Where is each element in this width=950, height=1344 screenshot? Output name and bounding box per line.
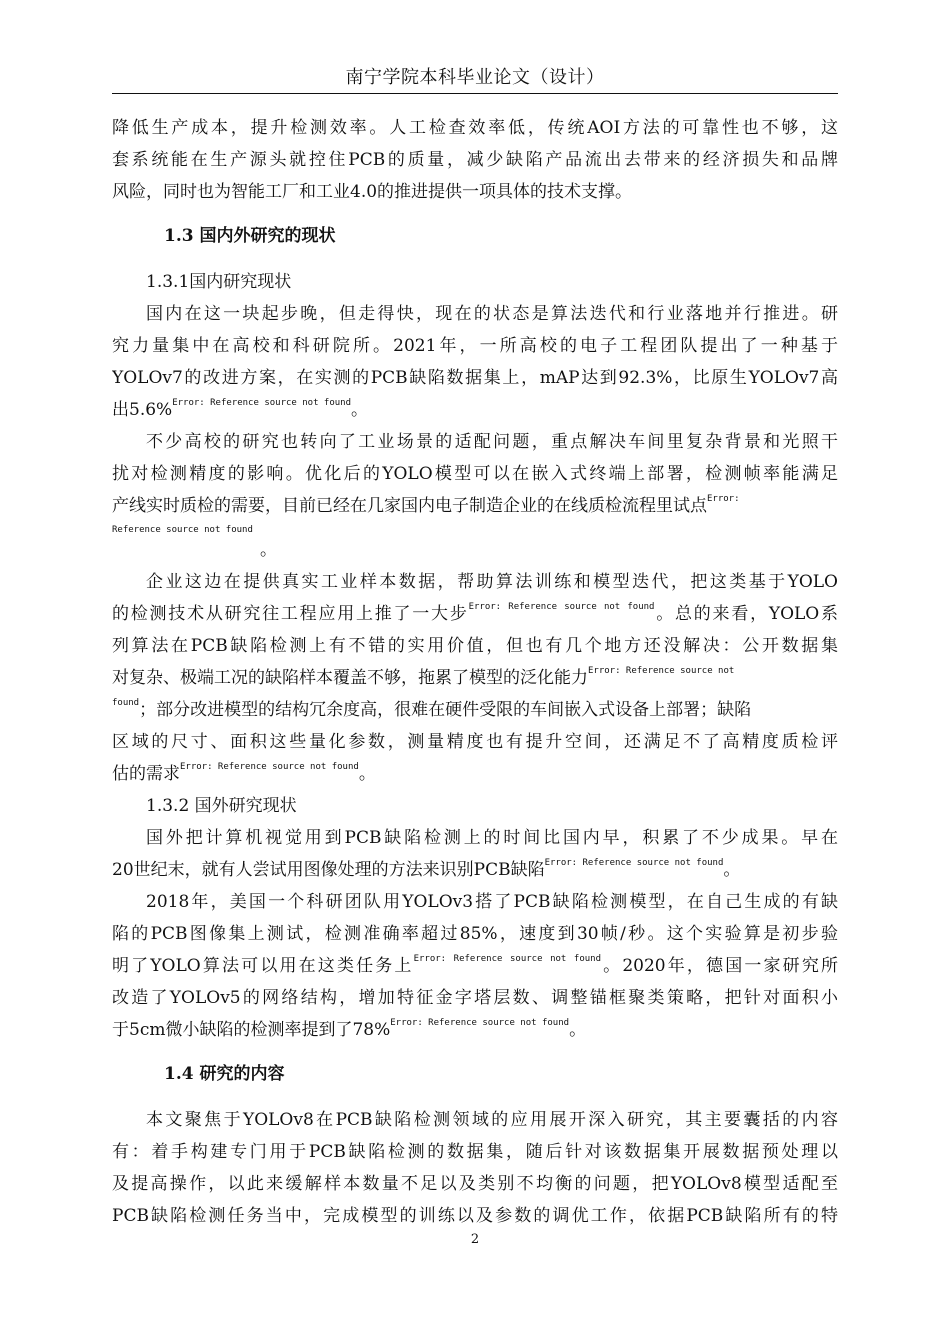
reference-error: Error: Reference source not found [468,602,655,612]
paragraph-line: 明了YOLO算法可以用在这类任务上$^{Error: Reference source not found}$。2020年，德国一家研究所 [112,954,838,976]
reference-error: Error: Reference source not found [172,398,352,408]
reference-error: Error: Reference source not found [413,954,602,964]
reference-error: Error: Reference source not found [180,762,359,772]
paragraph-line: 风险，同时也为智能工厂和工业4.0的推进提供一项具体的技术支撑。 [112,182,633,202]
paragraph-line: 国外把计算机视觉用到PCB缺陷检测上的时间比国内早，积累了不少成果。早在 [146,828,838,848]
section-heading-1-4: 1.4 研究的内容 [164,1064,285,1084]
page-body [112,112,838,1232]
paragraph-line: 及提高操作，以此来缓解样本数量不足以及类别不均衡的问题，把YOLOv8模型适配至 [112,1174,838,1194]
paragraph-line: 套系统能在生产源头就控住PCB的质量，减少缺陷产品流出去带来的经济损失和品牌 [112,150,838,170]
paragraph-line: 对复杂、极端工况的缺陷样本覆盖不够，拖累了模型的泛化能力$^{Error: Reference source not}$ [112,666,735,688]
paragraph-line: 20世纪末，就有人尝试用图像处理的方法来识别PCB缺陷$^{Error: Reference source not found}$。 [112,858,741,880]
paragraph-line: 区域的尺寸、面积这些量化参数，测量精度也有提升空间，还满足不了高精度质检评 [112,732,838,752]
paragraph-line: 。 [260,546,277,560]
paragraph-line: PCB缺陷检测任务当中，完成模型的训练以及参数的调优工作，依据PCB缺陷所有的特 [112,1206,838,1226]
page-header-title: 南宁学院本科毕业论文（设计） [345,67,605,88]
paragraph-line: 国内在这一块起步晚，但走得快，现在的状态是算法迭代和行业落地并行推进。研 [146,304,838,324]
paragraph-line: YOLOv7的改进方案，在实测的PCB缺陷数据集上，mAP达到92.3%，比原生YOLOv7高 [112,368,838,388]
subsection-heading-1-3-2: 1.3.2 国外研究现状 [146,796,297,816]
subsection-heading-1-3-1: 1.3.1国内研究现状 [146,272,292,292]
paragraph-line: 本文聚焦于YOLOv8在PCB缺陷检测领域的应用展开深入研究，其主要囊括的内容 [146,1110,838,1130]
paragraph-line: 扰对检测精度的影响。优化后的YOLO模型可以在嵌入式终端上部署，检测帧率能满足 [112,464,838,484]
paragraph-line: 出5.6%$^{Error: Reference source not found}$。 [112,398,369,420]
paragraph-line: 2018年，美国一个科研团队用YOLOv3搭了PCB缺陷检测模型，在自己生成的有缺 [146,892,838,912]
page-number: 2 [470,1232,480,1247]
reference-error: Error: Reference source not found [544,858,724,868]
paragraph-line: 有：着手构建专门用于PCB缺陷检测的数据集，随后针对该数据集开展数据预处理以 [112,1142,838,1162]
paragraph-line: 的检测技术从研究往工程应用上推了一大步$^{Error: Reference source not found}$。总的来看，YOLO系 [112,602,838,624]
reference-error: Error: Reference source not found [390,1018,570,1028]
reference-error-wrap: Reference source not found [112,525,253,535]
section-heading-1-3: 1.3 国内外研究的现状 [164,226,336,246]
reference-error-wrap: found [112,698,140,708]
reference-error: Error: Reference source not [588,666,735,676]
paragraph-line: 列算法在PCB缺陷检测上有不错的实用价值，但也有几个地方还没解决：公开数据集 [112,636,838,656]
paragraph-line: 究力量集中在高校和科研院所。2021年，一所高校的电子工程团队提出了一种基于 [112,336,838,356]
paragraph-line: 不少高校的研究也转向了工业场景的适配问题，重点解决车间里复杂背景和光照干 [146,432,838,452]
paragraph-line: 降低生产成本，提升检测效率。人工检查效率低，传统AOI方法的可靠性也不够，这 [112,118,838,138]
paragraph-line: 陷的PCB图像集上测试，检测准确率超过85%，速度到30帧/秒。这个实验算是初步验 [112,924,838,944]
paragraph-line: 企业这边在提供真实工业样本数据，帮助算法训练和模型迭代，把这类基于YOLO [146,572,838,592]
reference-error: Error: [707,494,740,504]
paragraph-line: 于5cm微小缺陷的检测率提到了78%$^{Error: Reference source not found}$。 [112,1018,587,1040]
paragraph-line: 产线实时质检的需要，目前已经在几家国内电子制造企业的在线质检流程里试点$^{Error:}$ [112,494,740,516]
paragraph-line: $^{found}$；部分改进模型的结构冗余度高，很难在硬件受限的车间嵌入式设备上部署；缺陷 [112,698,752,720]
paragraph-line: 估的需求$^{Error: Reference source not found}$。 [112,762,376,784]
paragraph-line: 改造了YOLOv5的网络结构，增加特征金字塔层数、调整锚框聚类策略，把针对面积小 [112,988,838,1008]
header-rule [112,93,838,94]
